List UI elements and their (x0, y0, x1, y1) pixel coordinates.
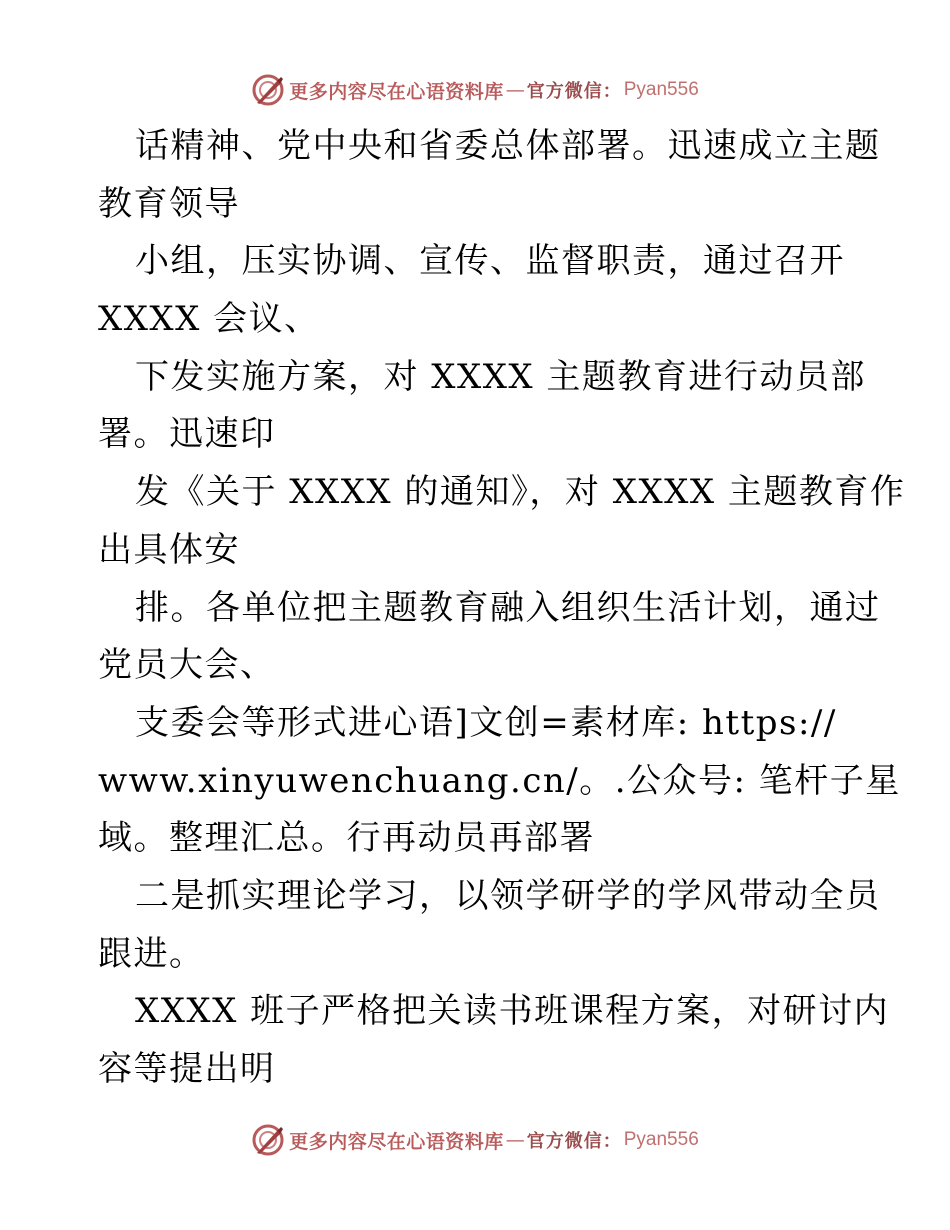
header-watermark (0, 70, 950, 110)
text-line: 容等提出明 (98, 1049, 276, 1089)
pen-logo-icon (251, 1123, 285, 1157)
watermark-sub-text: 官方微信： (526, 81, 622, 102)
text-line: 二是抓实理论学习，以领学研学的学风带动全员 (135, 875, 881, 916)
watermark-dash: — (505, 1129, 525, 1151)
watermark-sub-text: 官方微信： (526, 1131, 622, 1152)
text-line: 下发实施方案，对 XXXX 主题教育进行动员部 (135, 356, 866, 397)
text-line: 发《关于 XXXX 的通知》，对 XXXX 主题教育作 (135, 472, 906, 513)
text-line: 话精神、党中央和省委总体部署。迅速成立主题 (135, 126, 881, 166)
text-line: 党员大会、 (98, 645, 276, 686)
text-line: 教育领导 (98, 183, 240, 224)
text-line: 小组，压实协调、宣传、监督职责，通过召开 (135, 241, 845, 282)
watermark-main-text: 更多内容尽在心语资料库 (289, 1130, 504, 1153)
text-line: 出具体安 (98, 529, 240, 570)
text-line: XXXX 班子严格把关读书班课程方案，对研讨内 (135, 991, 890, 1032)
text-line: 排。各单位把主题教育融入组织生活计划，通过 (135, 587, 881, 628)
watermark-id: Pyan556 (623, 79, 699, 100)
text-line: 域。整理汇总。行再动员再部署 (98, 818, 595, 859)
text-line: 支委会等形式进心语]文创=素材库: https:// (135, 702, 837, 743)
pen-logo-icon (251, 73, 285, 107)
document-body (98, 118, 906, 1099)
watermark-id: Pyan556 (623, 1129, 699, 1150)
text-line: XXXX 会议、 (98, 299, 320, 340)
watermark-main-text: 更多内容尽在心语资料库 (289, 80, 504, 103)
text-line: 跟进。 (98, 933, 205, 974)
watermark-dash: — (505, 79, 525, 101)
footer-watermark (0, 1120, 950, 1160)
text-line: www.xinyuwenchuang.cn/。.公众号: 笔杆子星 (98, 760, 901, 801)
text-line: 署。迅速印 (98, 414, 276, 455)
